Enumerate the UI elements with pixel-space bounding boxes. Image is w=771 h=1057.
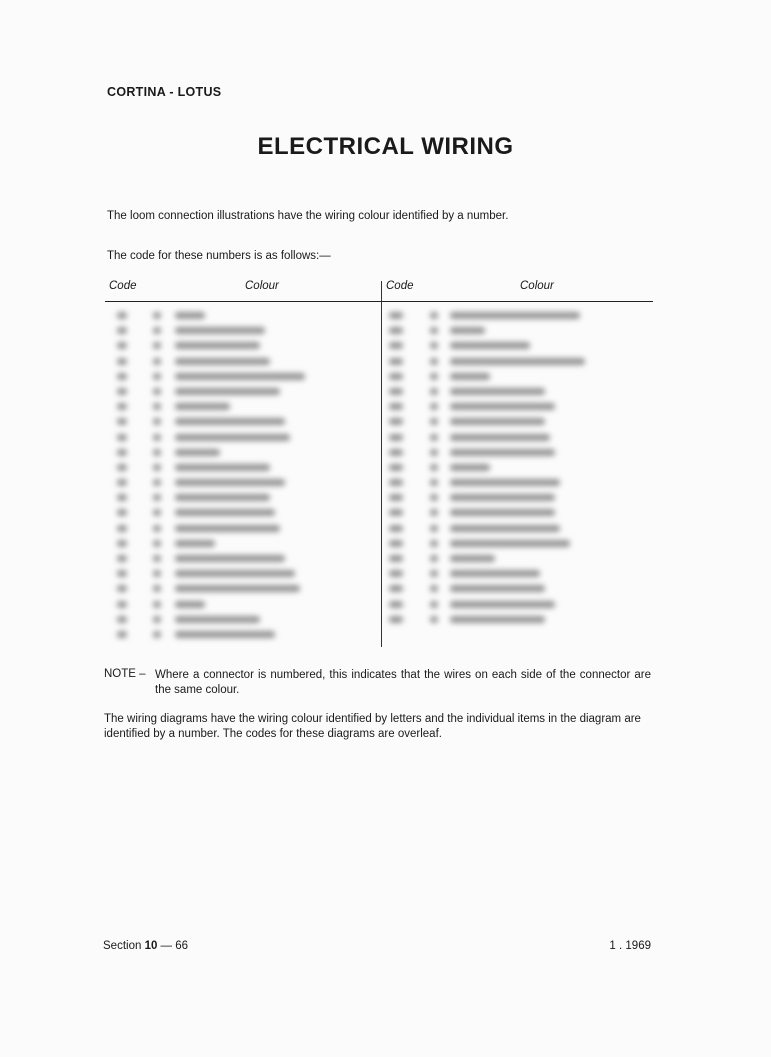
dash-cell xyxy=(153,555,161,562)
section-suffix: — 66 xyxy=(157,940,189,952)
colour-cell xyxy=(450,403,555,410)
dash-cell xyxy=(430,464,438,471)
colour-cell xyxy=(450,373,490,380)
table-row xyxy=(105,414,653,429)
table-row xyxy=(105,551,653,566)
dash-cell xyxy=(153,631,161,638)
table-row xyxy=(105,460,653,475)
column-header-code: Code xyxy=(386,280,414,292)
dash-cell xyxy=(430,570,438,577)
table-row xyxy=(105,399,653,414)
dash-cell xyxy=(153,327,161,334)
colour-cell xyxy=(175,312,205,319)
colour-cell xyxy=(175,616,260,623)
column-header-code: Code xyxy=(109,280,137,292)
table-row xyxy=(105,308,653,323)
code-cell xyxy=(389,373,403,380)
dash-cell xyxy=(430,494,438,501)
dash-cell xyxy=(430,509,438,516)
colour-cell xyxy=(175,418,285,425)
table-row xyxy=(105,627,653,642)
colour-cell xyxy=(175,342,260,349)
code-cell xyxy=(117,449,127,456)
colour-cell xyxy=(450,434,550,441)
table-row xyxy=(105,536,653,551)
colour-cell xyxy=(175,464,270,471)
code-cell xyxy=(389,570,403,577)
dash-cell xyxy=(153,464,161,471)
table-row xyxy=(105,521,653,536)
table-row xyxy=(105,384,653,399)
colour-cell xyxy=(450,494,555,501)
table-row xyxy=(105,369,653,384)
colour-cell xyxy=(175,585,300,592)
colour-cell xyxy=(450,555,495,562)
dash-cell xyxy=(153,601,161,608)
dash-cell xyxy=(430,403,438,410)
table-row xyxy=(105,445,653,460)
code-cell xyxy=(389,358,403,365)
code-cell xyxy=(389,418,403,425)
dash-cell xyxy=(430,616,438,623)
code-cell xyxy=(117,525,127,532)
note-text: Where a connector is numbered, this indicates that the wires on each side of the connector are the same colour. xyxy=(155,669,651,696)
colour-cell xyxy=(175,601,205,608)
code-cell xyxy=(117,388,127,395)
colour-cell xyxy=(450,570,540,577)
section-number-bold: 10 xyxy=(144,940,158,952)
page-title: ELECTRICAL WIRING xyxy=(257,133,514,160)
colour-cell xyxy=(450,601,555,608)
dash-cell xyxy=(153,540,161,547)
colour-cell xyxy=(450,616,545,623)
code-cell xyxy=(117,434,127,441)
code-cell xyxy=(117,464,127,471)
dash-cell xyxy=(430,555,438,562)
code-cell xyxy=(117,342,127,349)
code-cell xyxy=(117,540,127,547)
code-cell xyxy=(389,616,403,623)
dash-cell xyxy=(430,585,438,592)
colour-cell xyxy=(175,358,270,365)
colour-cell xyxy=(450,525,560,532)
colour-cell xyxy=(450,509,555,516)
column-header-colour: Colour xyxy=(245,280,279,292)
colour-cell xyxy=(450,342,530,349)
colour-cell xyxy=(450,479,560,486)
colour-cell xyxy=(175,327,265,334)
intro-code-text: The code for these numbers is as follows:— xyxy=(107,250,331,262)
dash-cell xyxy=(430,312,438,319)
colour-cell xyxy=(175,525,280,532)
dash-cell xyxy=(430,327,438,334)
table-row xyxy=(105,354,653,369)
code-cell xyxy=(117,616,127,623)
code-cell xyxy=(389,449,403,456)
dash-cell xyxy=(430,525,438,532)
dash-cell xyxy=(153,418,161,425)
table-row xyxy=(105,566,653,581)
code-cell xyxy=(117,403,127,410)
colour-cell xyxy=(450,327,485,334)
document-header: CORTINA - LOTUS xyxy=(107,85,222,99)
dash-cell xyxy=(153,403,161,410)
code-cell xyxy=(389,342,403,349)
code-cell xyxy=(389,388,403,395)
dash-cell xyxy=(430,479,438,486)
colour-code-table xyxy=(105,278,653,648)
dash-cell xyxy=(153,570,161,577)
code-cell xyxy=(389,540,403,547)
dash-cell xyxy=(153,434,161,441)
colour-cell xyxy=(175,403,230,410)
code-cell xyxy=(117,373,127,380)
dash-cell xyxy=(153,616,161,623)
dash-cell xyxy=(430,358,438,365)
colour-cell xyxy=(450,358,585,365)
colour-cell xyxy=(175,509,275,516)
code-cell xyxy=(389,585,403,592)
code-cell xyxy=(117,555,127,562)
dash-cell xyxy=(153,388,161,395)
table-row xyxy=(105,505,653,520)
code-cell xyxy=(117,418,127,425)
colour-cell xyxy=(175,631,275,638)
note-label: NOTE – xyxy=(104,668,146,680)
dash-cell xyxy=(430,434,438,441)
dash-cell xyxy=(153,342,161,349)
dash-cell xyxy=(153,509,161,516)
code-cell xyxy=(389,312,403,319)
dash-cell xyxy=(430,601,438,608)
section-number xyxy=(103,940,188,952)
code-cell xyxy=(389,434,403,441)
code-cell xyxy=(117,585,127,592)
body-paragraph: The wiring diagrams have the wiring colour identified by letters and the individual items in the diagram are identified by a number. The codes for these diagrams are overleaf. xyxy=(104,713,641,740)
table-header xyxy=(105,278,653,302)
code-cell xyxy=(117,509,127,516)
dash-cell xyxy=(153,373,161,380)
table-row xyxy=(105,581,653,596)
colour-cell xyxy=(175,373,305,380)
code-cell xyxy=(389,403,403,410)
dash-cell xyxy=(430,388,438,395)
code-cell xyxy=(389,601,403,608)
colour-cell xyxy=(450,388,545,395)
code-cell xyxy=(389,464,403,471)
colour-cell xyxy=(450,540,570,547)
code-cell xyxy=(389,509,403,516)
dash-cell xyxy=(153,585,161,592)
table-row xyxy=(105,430,653,445)
colour-cell xyxy=(175,479,285,486)
colour-cell xyxy=(175,434,290,441)
colour-cell xyxy=(175,555,285,562)
table-row xyxy=(105,597,653,612)
code-cell xyxy=(389,494,403,501)
code-cell xyxy=(117,494,127,501)
table-row xyxy=(105,323,653,338)
dash-cell xyxy=(430,540,438,547)
code-cell xyxy=(117,312,127,319)
code-cell xyxy=(389,525,403,532)
colour-cell xyxy=(450,449,555,456)
dash-cell xyxy=(430,418,438,425)
colour-cell xyxy=(450,312,580,319)
dash-cell xyxy=(153,479,161,486)
code-cell xyxy=(389,479,403,486)
colour-cell xyxy=(450,418,545,425)
blurred-table-rows xyxy=(105,308,653,642)
code-cell xyxy=(117,327,127,334)
code-cell xyxy=(389,327,403,334)
colour-cell xyxy=(175,540,215,547)
code-cell xyxy=(117,631,127,638)
dash-cell xyxy=(153,312,161,319)
code-cell xyxy=(117,358,127,365)
column-header-colour: Colour xyxy=(520,280,554,292)
dash-cell xyxy=(153,358,161,365)
code-cell xyxy=(117,601,127,608)
colour-cell xyxy=(175,388,280,395)
colour-cell xyxy=(175,449,220,456)
dash-cell xyxy=(153,525,161,532)
table-row xyxy=(105,490,653,505)
dash-cell xyxy=(153,449,161,456)
colour-cell xyxy=(175,494,270,501)
dash-cell xyxy=(430,373,438,380)
section-prefix: Section xyxy=(103,940,145,952)
colour-cell xyxy=(450,464,490,471)
table-row xyxy=(105,475,653,490)
table-row xyxy=(105,338,653,353)
colour-cell xyxy=(175,570,295,577)
code-cell xyxy=(389,555,403,562)
code-cell xyxy=(117,570,127,577)
dash-cell xyxy=(153,494,161,501)
colour-cell xyxy=(450,585,545,592)
page-date: 1 . 1969 xyxy=(609,940,651,952)
dash-cell xyxy=(430,449,438,456)
table-row xyxy=(105,612,653,627)
intro-text: The loom connection illustrations have the wiring colour identified by a number. xyxy=(107,210,509,222)
dash-cell xyxy=(430,342,438,349)
code-cell xyxy=(117,479,127,486)
